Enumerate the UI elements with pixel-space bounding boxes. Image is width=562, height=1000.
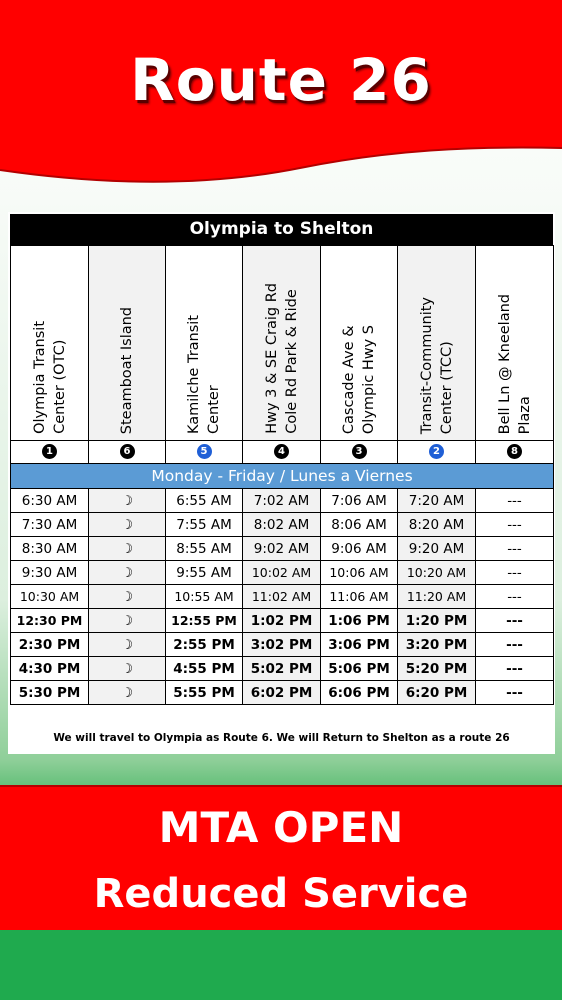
time-cell: 9:55 AM: [166, 561, 243, 585]
time-cell: 11:06 AM: [321, 585, 398, 609]
time-cell: 1:20 PM: [398, 609, 476, 633]
table-row: [11, 513, 554, 537]
time-cell: 7:06 AM: [321, 489, 398, 513]
time-cell: 7:30 AM: [11, 513, 89, 537]
time-cell: ---: [476, 633, 554, 657]
time-cell: 6:20 PM: [398, 681, 476, 705]
stop-name: Steamboat Island: [119, 306, 135, 434]
table-row: [11, 657, 554, 681]
time-cell: 5:06 PM: [321, 657, 398, 681]
time-cell: ☽: [89, 585, 166, 609]
time-cell: 9:06 AM: [321, 537, 398, 561]
stop-number-badge: 2: [429, 444, 444, 459]
stop-number-badge: 1: [42, 444, 57, 459]
time-cell: 12:30 PM: [11, 609, 89, 633]
time-cell: 9:02 AM: [243, 537, 321, 561]
time-cell: 11:02 AM: [243, 585, 321, 609]
time-cell: ☽: [89, 657, 166, 681]
time-cell: ☽: [89, 513, 166, 537]
time-cell: ☽: [89, 609, 166, 633]
time-cell: ☽: [89, 633, 166, 657]
stop-number-cell: [321, 441, 398, 464]
direction-header: Olympia to Shelton: [10, 214, 553, 245]
stop-number-cell: [166, 441, 243, 464]
time-cell: 3:20 PM: [398, 633, 476, 657]
stop-number-badge: 4: [274, 444, 289, 459]
time-cell: ---: [476, 561, 554, 585]
stop-name: Olympia Transit Center (OTC): [31, 321, 68, 434]
stop-number-cell: [243, 441, 321, 464]
time-cell: ---: [476, 537, 554, 561]
time-cell: 7:55 AM: [166, 513, 243, 537]
time-cell: 2:30 PM: [11, 633, 89, 657]
stop-number-badge: 6: [120, 444, 135, 459]
table-row: [11, 585, 554, 609]
time-cell: 7:20 AM: [398, 489, 476, 513]
time-cell: 10:06 AM: [321, 561, 398, 585]
stop-header-cell: [398, 246, 476, 441]
time-cell: 6:55 AM: [166, 489, 243, 513]
time-cell: ---: [476, 585, 554, 609]
time-cell: ---: [476, 489, 554, 513]
time-cell: 5:55 PM: [166, 681, 243, 705]
table-row: [11, 489, 554, 513]
time-cell: 2:55 PM: [166, 633, 243, 657]
time-cell: 10:02 AM: [243, 561, 321, 585]
stop-header-cell: [243, 246, 321, 441]
time-cell: 7:02 AM: [243, 489, 321, 513]
time-cell: 3:06 PM: [321, 633, 398, 657]
time-cell: 4:30 PM: [11, 657, 89, 681]
time-cell: ---: [476, 657, 554, 681]
table-row: [11, 609, 554, 633]
time-cell: 5:20 PM: [398, 657, 476, 681]
stop-number-badge: 3: [352, 444, 367, 459]
stop-header-cell: [166, 246, 243, 441]
stop-number-cell: [398, 441, 476, 464]
time-cell: 10:20 AM: [398, 561, 476, 585]
stop-name: Cascade Ave & Olympic Hwy S: [341, 324, 377, 434]
table-row: [11, 537, 554, 561]
time-cell: ☽: [89, 681, 166, 705]
stop-number-cell: [476, 441, 554, 464]
time-cell: 6:30 AM: [11, 489, 89, 513]
time-cell: ☽: [89, 537, 166, 561]
stop-name: Transit-Community Center (TCC): [418, 296, 455, 434]
time-cell: 3:02 PM: [243, 633, 321, 657]
time-cell: 5:02 PM: [243, 657, 321, 681]
stop-header-cell: [476, 246, 554, 441]
time-cell: ---: [476, 609, 554, 633]
status-subtitle: Reduced Service: [93, 871, 469, 917]
time-cell: 8:02 AM: [243, 513, 321, 537]
stop-header-row: [11, 246, 554, 441]
time-cell: 8:06 AM: [321, 513, 398, 537]
time-cell: 6:06 PM: [321, 681, 398, 705]
schedule-sheet: [8, 212, 555, 754]
stop-name: Kamilche Transit Center: [186, 314, 222, 434]
time-cell: 8:30 AM: [11, 537, 89, 561]
time-cell: 8:20 AM: [398, 513, 476, 537]
route-note: We will travel to Olympia as Route 6. We will Return to Shelton as a route 26: [53, 732, 510, 744]
top-banner: [0, 0, 562, 200]
time-cell: 12:55 PM: [166, 609, 243, 633]
stop-header-cell: [11, 246, 89, 441]
stop-number-badge: 8: [507, 444, 522, 459]
time-rows: [11, 489, 554, 705]
route-title: Route 26: [130, 46, 432, 114]
stop-name: Hwy 3 & SE Craig Rd Cole Rd Park & Ride: [263, 283, 300, 434]
stop-name: Bell Ln @ Kneeland Plaza: [496, 293, 533, 434]
status-title: MTA OPEN: [158, 803, 404, 852]
time-cell: 8:55 AM: [166, 537, 243, 561]
stop-number-badge: 5: [197, 444, 212, 459]
table-row: [11, 561, 554, 585]
time-cell: 1:06 PM: [321, 609, 398, 633]
service-day-row: [11, 464, 554, 489]
time-cell: 5:30 PM: [11, 681, 89, 705]
time-cell: 11:20 AM: [398, 585, 476, 609]
time-cell: ---: [476, 513, 554, 537]
time-cell: 9:30 AM: [11, 561, 89, 585]
time-cell: 9:20 AM: [398, 537, 476, 561]
status-banner: [0, 785, 562, 932]
table-row: [11, 681, 554, 705]
time-cell: 4:55 PM: [166, 657, 243, 681]
time-cell: ☽: [89, 489, 166, 513]
time-cell: 10:55 AM: [166, 585, 243, 609]
table-row: [11, 633, 554, 657]
stop-number-cell: [11, 441, 89, 464]
stop-header-cell: [321, 246, 398, 441]
time-cell: 10:30 AM: [11, 585, 89, 609]
stop-number-cell: [89, 441, 166, 464]
time-cell: ---: [476, 681, 554, 705]
time-cell: 1:02 PM: [243, 609, 321, 633]
schedule-table: [10, 245, 554, 705]
green-footer-band: [0, 930, 562, 1000]
time-cell: 6:02 PM: [243, 681, 321, 705]
stop-header-cell: [89, 246, 166, 441]
stop-number-row: [11, 441, 554, 464]
time-cell: ☽: [89, 561, 166, 585]
service-day-label: Monday - Friday / Lunes a Viernes: [11, 464, 554, 489]
